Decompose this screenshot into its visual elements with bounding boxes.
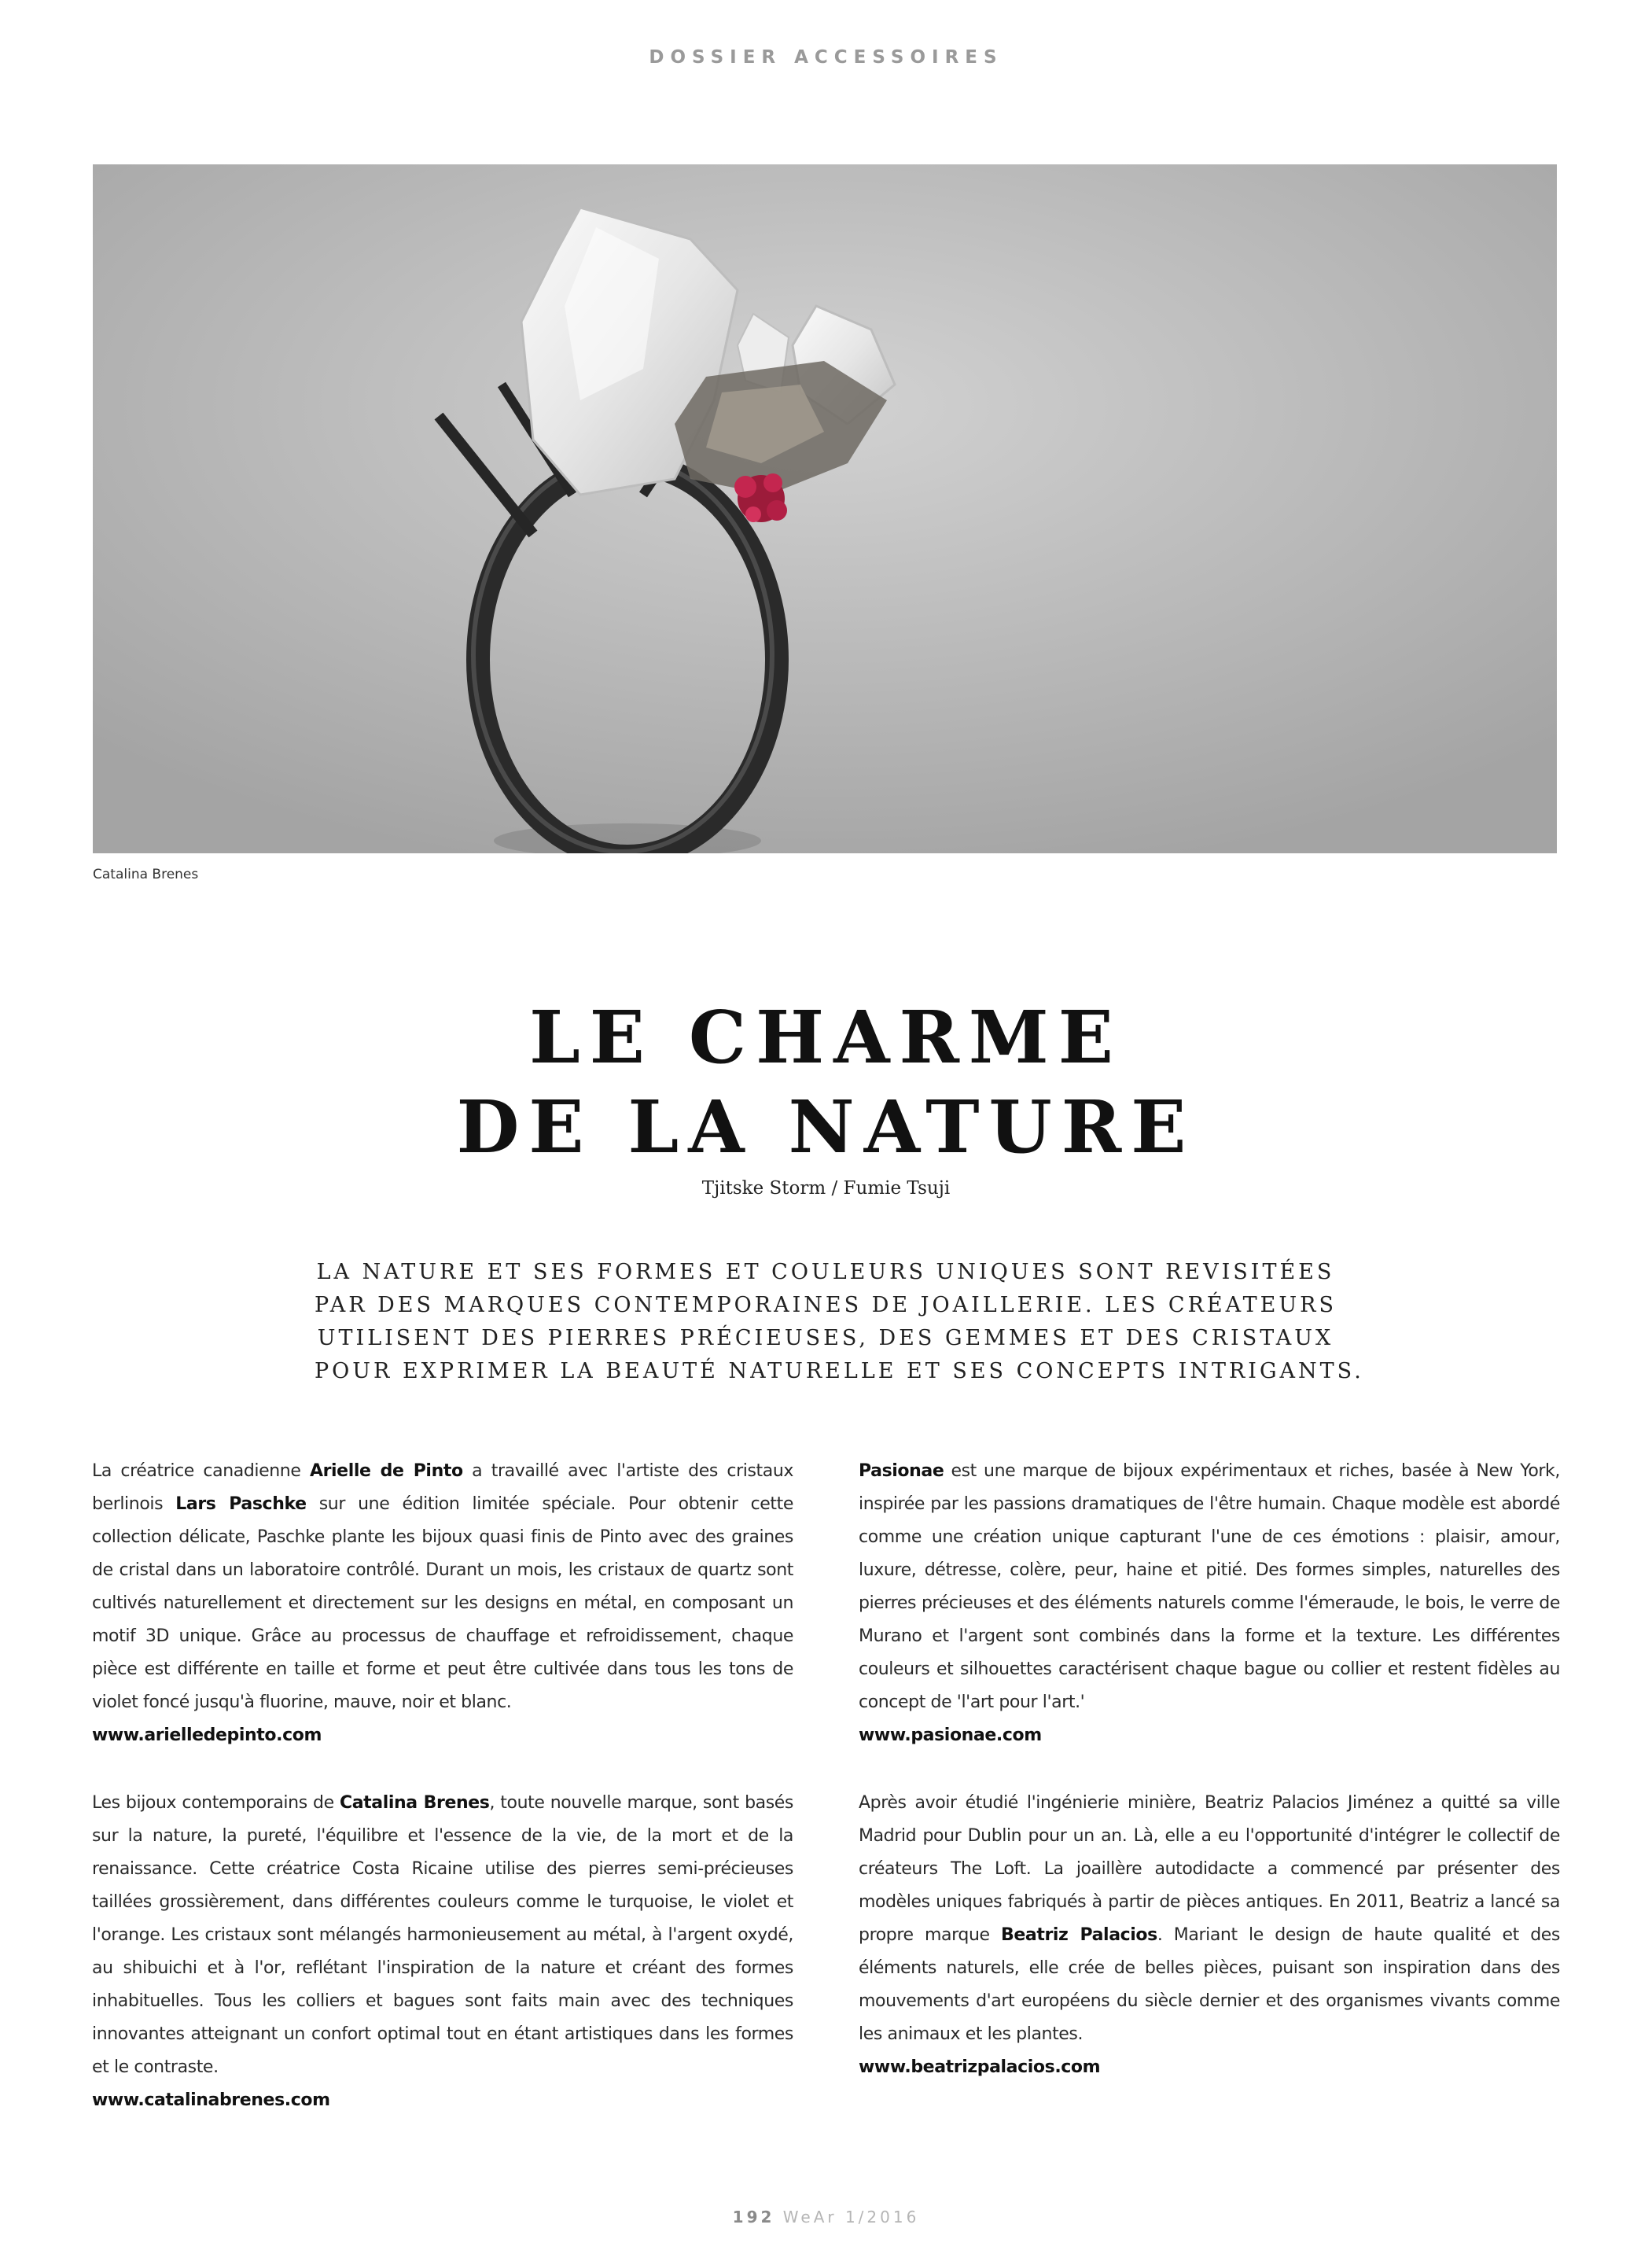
designer-name: Catalina Brenes	[339, 1793, 490, 1813]
article-title	[0, 993, 1652, 1172]
page-footer	[0, 2208, 1652, 2226]
designer-name: Pasionae	[859, 1461, 944, 1481]
entry-body: Après avoir étudié l'ingénierie minière, Beatriz Palacios Jiménez a quitté sa ville Madrid pour Dublin pour un an. Là, elle a eu l'opportunité d'intégrer le collectif de créateurs The Loft. La joaillère autodidacte a commencé par présenter des modèles uniques fabriqués à partir de pièces antiques. En 2011, Beatriz a lancé sa propre marque Beatriz Palacios. Mariant le design de haute qualité et des éléments naturels, elle crée de belles pièces, puisant son inspiration dans des mouvements d'art européens du siècle dernier et des organismes vivants comme les animaux et les plantes.	[859, 1793, 1560, 2044]
article-authors: Tjitske Storm / Fumie Tsuji	[701, 1178, 951, 1199]
title-line-1: LE CHARME	[529, 995, 1123, 1080]
entry-body: Pasionae est une marque de bijoux expérimentaux et riches, basée à New York, inspirée par les passions dramatiques de l'être humain. Chaque modèle est abordé comme une création unique capturant l'une de ces émotions : plaisir, amour, luxure, détresse, colère, peur, haine et pitié. Des formes simples, naturelles des pierres précieuses et des éléments naturels comme l'émeraude, le bois, le verre de Murano et l'argent sont combinés dans la forme et la texture. Les différentes couleurs et silhouettes caractérisent chaque bague ou collier et restent fidèles au concept de 'l'art pour l'art.'	[859, 1461, 1560, 1712]
page-number: 192	[732, 2208, 775, 2226]
entry-pasionae	[859, 1455, 1560, 1752]
magazine-issue: WeAr 1/2016	[782, 2208, 920, 2226]
lead-line: PAR DES MARQUES CONTEMPORAINES DE JOAILLERIE. LES CRÉATEURS	[315, 1293, 1337, 1317]
hero-photo	[93, 164, 1557, 853]
entry-catalina	[92, 1787, 793, 2117]
article-lead	[315, 1256, 1364, 1388]
entry-body: Les bijoux contemporains de Catalina Brenes, toute nouvelle marque, sont basés sur la nature, la pureté, l'équilibre et l'essence de la vie, de la mort et de la renaissance. Cette créatrice Costa Ricaine utilise des pierres semi-précieuses taillées grossièrement, dans différentes couleurs comme le turquoise, le violet et l'orange. Les cristaux sont mélangés harmonieusement au métal, à l'argent oxydé, au shibuichi et à l'or, reflétant l'inspiration de la nature et créant des formes inhabituelles. Tous les colliers et bagues sont faits main avec des techniques innovantes atteignant un confort optimal tout en étant artistiques dans les formes et le contraste.	[92, 1793, 793, 2077]
photo-caption: Catalina Brenes	[93, 867, 199, 882]
website-link[interactable]: www.pasionae.com	[859, 1725, 1042, 1745]
entry-arielle	[92, 1455, 793, 1752]
section-label: DOSSIER ACCESSOIRES	[649, 47, 1003, 68]
title-line-2: DE LA NATURE	[456, 1085, 1196, 1169]
designer-name: Beatriz Palacios	[1001, 1925, 1157, 1945]
lead-line: UTILISENT DES PIERRES PRÉCIEUSES, DES GEMMES ET DES CRISTAUX	[317, 1326, 1334, 1350]
entry-beatriz	[859, 1787, 1560, 2084]
designer-name: Lars Paschke	[175, 1494, 307, 1514]
website-link[interactable]: www.arielledepinto.com	[92, 1725, 322, 1745]
designer-name: Arielle de Pinto	[309, 1461, 463, 1481]
lead-line: POUR EXPRIMER LA BEAUTÉ NATURELLE ET SES CONCEPTS INTRIGANTS.	[315, 1359, 1364, 1383]
lead-line: LA NATURE ET SES FORMES ET COULEURS UNIQUES SONT REVISITÉES	[316, 1260, 1335, 1284]
website-link[interactable]: www.beatrizpalacios.com	[859, 2057, 1101, 2077]
entry-body: La créatrice canadienne Arielle de Pinto a travaillé avec l'artiste des cristaux berlinois Lars Paschke sur une édition limitée spéciale. Pour obtenir cette collection délicate, Paschke plante les bijoux quasi finis de Pinto avec des graines de cristal dans un laboratoire contrôlé. Durant un mois, les cristaux de quartz sont cultivés naturellement et directement sur les designs en métal, en composant un motif 3D unique. Grâce au processus de chauffage et refroidissement, chaque pièce est différente en taille et forme et peut être cultivée dans tous les tons de violet foncé jusqu'à fluorine, mauve, noir et blanc.	[92, 1461, 794, 1712]
website-link[interactable]: www.catalinabrenes.com	[92, 2090, 330, 2110]
